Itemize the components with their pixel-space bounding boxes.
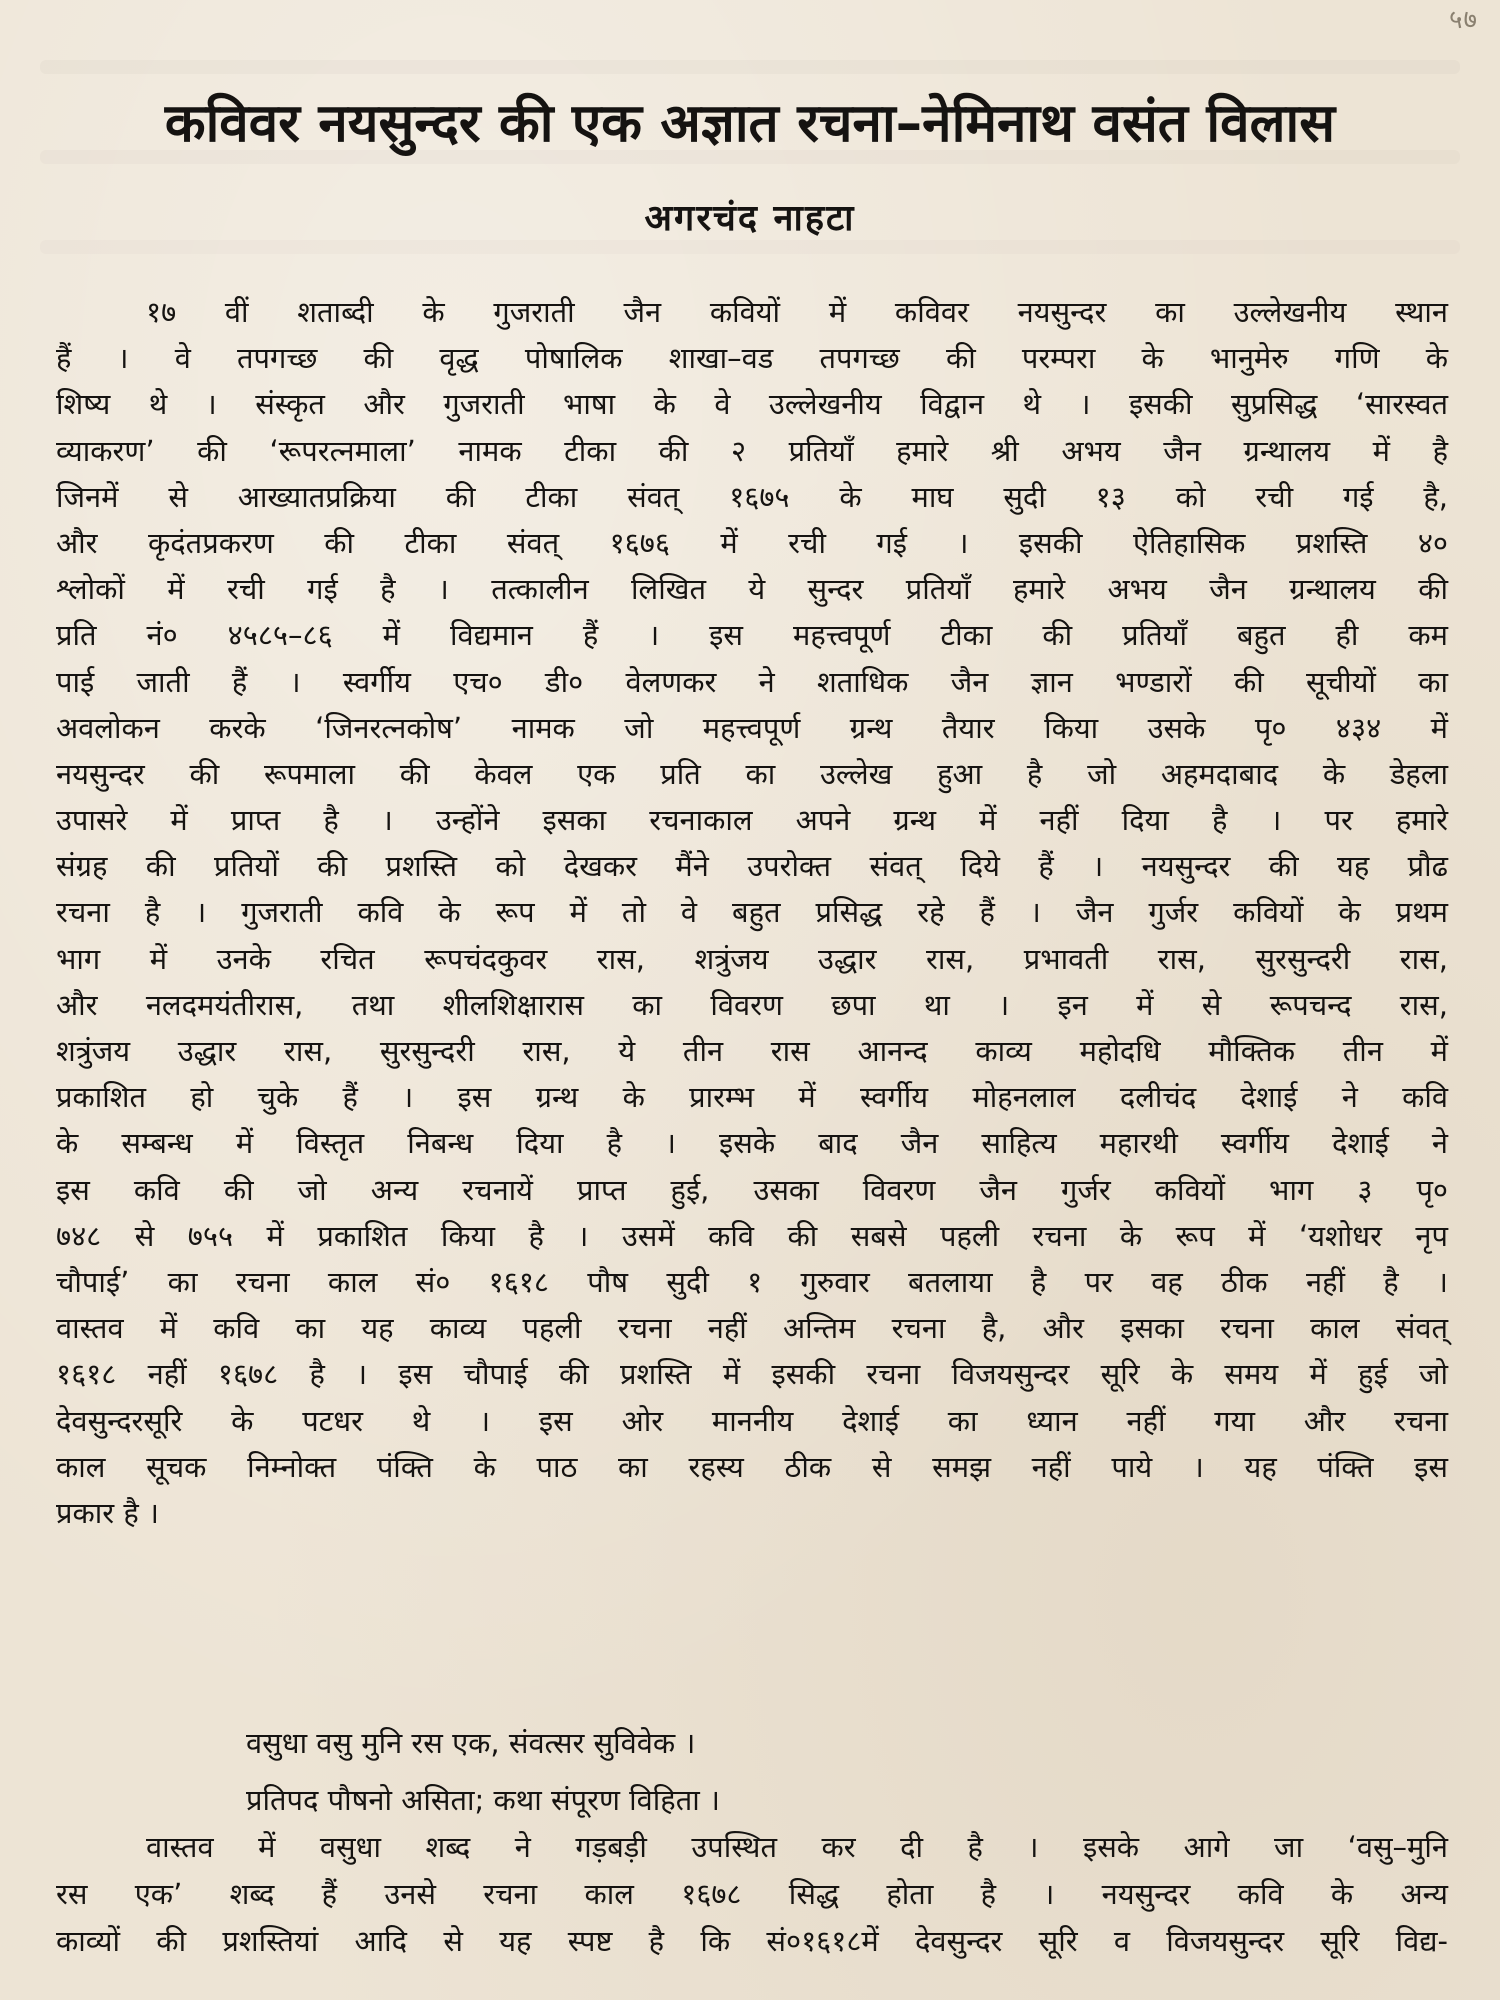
text-line: नयसुन्दर की रूपमाला की केवल एक प्रति का उल्लेख हुआ है जो अहमदाबाद के डेहला <box>56 756 1448 791</box>
text-line: रस एक’ शब्द हैं उनसे रचना काल १६७८ सिद्ध होता है । नयसुन्दर कवि के अन्य <box>56 1877 1448 1911</box>
text-line: व्याकरण’ की ‘रूपरत्नमाला’ नामक टीका की २ प्रतियाँ हमारे श्री अभय जैन ग्रन्थालय में है <box>56 433 1448 468</box>
text-line: काल सूचक निम्नोक्त पंक्ति के पाठ का रहस्य ठीक से समझ नहीं पाये । यह पंक्ति इस <box>56 1449 1448 1484</box>
text-line: वास्तव में वसुधा शब्द ने गड़बड़ी उपस्थित कर दी है । इसके आगे जा ‘वसु–मुनि <box>146 1830 1448 1864</box>
text-line: के सम्बन्ध में विस्तृत निबन्ध दिया है । इसके बाद जैन साहित्य महारथी स्वर्गीय देशाई ने <box>56 1126 1448 1161</box>
text-line: देवसुन्दरसूरि के पटधर थे । इस ओर माननीय देशाई का ध्यान नहीं गया और रचना <box>56 1403 1448 1438</box>
text-line: और कृदंतप्रकरण की टीका संवत् १६७६ में रची गई । इसकी ऐतिहासिक प्रशस्ति ४० <box>56 525 1448 560</box>
article-title: कविवर नयसुन्दर की एक अज्ञात रचना–नेमिनाथ वसंत विलास <box>164 93 1336 154</box>
text-line: उपासरे में प्राप्त है । उन्होंने इसका रचनाकाल अपने ग्रन्थ में नहीं दिया है । पर हमारे <box>56 803 1448 838</box>
text-line: प्रकाशित हो चुके हैं । इस ग्रन्थ के प्रारम्भ में स्वर्गीय मोहनलाल दलीचंद देशाई ने कवि <box>56 1080 1448 1115</box>
text-line: हैं । वे तपगच्छ की वृद्ध पोषालिक शाखा–वड तपगच्छ की परम्परा के भानुमेरु गणि के <box>56 341 1448 376</box>
text-line: जिनमें से आख्यातप्रक्रिया की टीका संवत् १६७५ के माघ सुदी १३ को रची गई है, <box>56 479 1448 514</box>
paragraph-1 <box>56 289 1448 1536</box>
bleed-through-line <box>40 240 1460 254</box>
text-line: ७४८ से ७५५ में प्रकाशित किया है । उसमें कवि की सबसे पहली रचना के रूप में ‘यशोधर नृप <box>56 1218 1448 1253</box>
text-line: प्रति नं० ४५८५–८६ में विद्यमान हैं । इस महत्त्वपूर्ण टीका की प्रतियाँ बहुत ही कम <box>56 618 1448 653</box>
text-line: काव्यों की प्रशस्तियां आदि से यह स्पष्ट है कि सं०१६१८में देवसुन्दर सूरि व विजयसुन्दर सूरि विद्य- <box>56 1924 1448 1958</box>
text-line: और नलदमयंतीरास, तथा शीलशिक्षारास का विवरण छपा था । इन में से रूपचन्द रास, <box>56 987 1448 1022</box>
text-line: १६१८ नहीं १६७८ है । इस चौपाई की प्रशस्ति में इसकी रचना विजयसुन्दर सूरि के समय में हुई जो <box>56 1357 1449 1392</box>
text-line: अवलोकन करके ‘जिनरत्नकोष’ नामक जो महत्त्वपूर्ण ग्रन्थ तैयार किया उसके पृ० ४३४ में <box>56 710 1448 745</box>
text-line: वास्तव में कवि का यह काव्य पहली रचना नहीं अन्तिम रचना है, और इसका रचना काल संवत् <box>56 1311 1448 1346</box>
text-line: चौपाई’ का रचना काल सं० १६१८ पौष सुदी १ गुरुवार बतलाया है पर वह ठीक नहीं है । <box>56 1264 1448 1299</box>
text-line: शत्रुंजय उद्धार रास, सुरसुन्दरी रास, ये तीन रास आनन्द काव्य महोदधि मौक्तिक तीन में <box>56 1034 1448 1068</box>
paragraph-2 <box>56 1824 1448 1965</box>
bleed-through-line <box>40 60 1460 74</box>
verse-quote <box>56 1720 1448 1834</box>
article-author: अगरचंद नाहटा <box>644 198 856 239</box>
text-line: १७ वीं शताब्दी के गुजराती जैन कवियों में कविवर नयसुन्दर का उल्लेखनीय स्थान <box>146 295 1448 329</box>
verse-line: प्रतिपद पौषनो असिता; कथा संपूरण विहिता । <box>246 1783 720 1817</box>
text-line: रचना है । गुजराती कवि के रूप में तो वे बहुत प्रसिद्ध रहे हैं । जैन गुर्जर कवियों के प्रथम <box>56 895 1448 930</box>
text-line: प्रकार है । <box>56 1495 159 1530</box>
page-number: ५७ <box>1448 5 1478 35</box>
text-line: पाई जाती हैं । स्वर्गीय एच० डी० वेलणकर ने शताधिक जैन ज्ञान भण्डारों की सूचीयों का <box>56 664 1448 699</box>
text-line: श्लोकों में रची गई है । तत्कालीन लिखित ये सुन्दर प्रतियाँ हमारे अभय जैन ग्रन्थालय की <box>56 572 1448 607</box>
text-line: इस कवि की जो अन्य रचनायें प्राप्त हुई, उसका विवरण जैन गुर्जर कवियों भाग ३ पृ० <box>56 1172 1448 1207</box>
text-line: भाग में उनके रचित रूपचंदकुवर रास, शत्रुंजय उद्धार रास, प्रभावती रास, सुरसुन्दरी रास, <box>56 941 1448 976</box>
text-line: संग्रह की प्रतियों की प्रशस्ति को देखकर मैंने उपरोक्त संवत् दिये हैं । नयसुन्दर की यह प्रौढ <box>56 849 1448 884</box>
text-line: शिष्य थे । संस्कृत और गुजराती भाषा के वे उल्लेखनीय विद्वान थे । इसकी सुप्रसिद्ध ‘सारस्वत <box>56 387 1448 422</box>
verse-line: वसुधा वसु मुनि रस एक, संवत्सर सुविवेक । <box>246 1726 696 1760</box>
